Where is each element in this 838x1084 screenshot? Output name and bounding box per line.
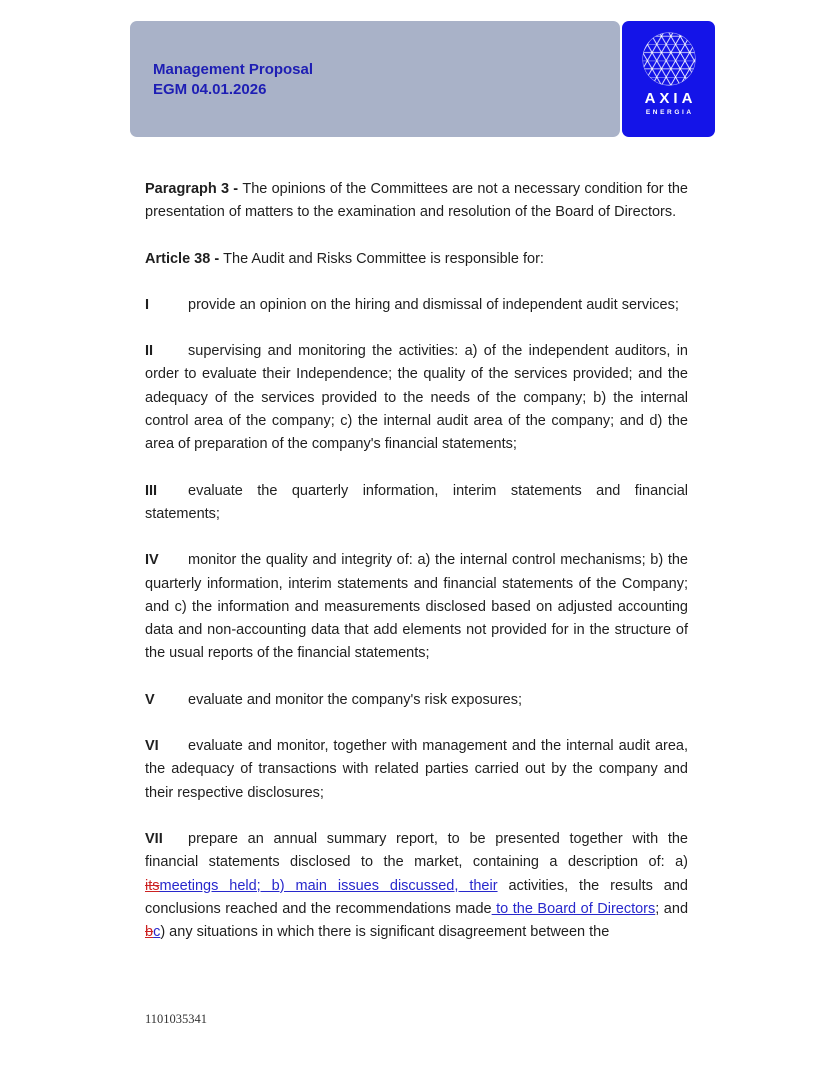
item-number: IV	[145, 552, 159, 569]
item-number: I	[145, 296, 150, 313]
numbered-item	[145, 828, 688, 944]
numbered-item: V evaluate and monitor the company's risk exposures;	[145, 689, 688, 712]
tracked-insertion: meetings held; b) main issues discussed, their	[159, 877, 498, 894]
item-number: II	[145, 343, 154, 360]
numbered-item: VI evaluate and monitor, together with management and the internal audit area, the adequacy of transactions with related parties carried out by the company and their respective disclosures;	[145, 735, 688, 805]
text-run: activities, the results and conclusions reached and the recommendations made	[145, 877, 688, 917]
item-number: VII	[145, 830, 163, 847]
header-banner	[130, 21, 620, 137]
item-number: VI	[145, 738, 159, 755]
tracked-insertion: to the Board of Directors	[491, 900, 656, 917]
labeled-paragraph: Article 38 - The Audit and Risks Committee is responsible for:	[145, 250, 544, 267]
numbered-item: II supervising and monitoring the activities: a) of the independent auditors, in order to evaluate their Independence; the quality of the services provided; and the adequacy of the services provided to the needs of the company; b) the internal control area of the company; c) the internal audit area of the company; and d) the area of preparation of the company's financial statements;	[145, 340, 688, 456]
labeled-paragraph: Paragraph 3 - The opinions of the Committees are not a necessary condition for the presentation of matters to the examination and resolution of the Board of Directors.	[145, 181, 688, 221]
company-logo	[622, 21, 715, 137]
item-number: V	[145, 691, 155, 708]
tracked-deletion: b	[145, 924, 154, 941]
numbered-item: IV monitor the quality and integrity of: a) the internal control mechanisms; b) the quarterly information, interim statements and financial statements of the Company; and c) the information and measurements disclosed based on adjusted accounting data and non-accounting data that add elements not provided for in the structure of the usual reports of the financial statements;	[145, 549, 688, 665]
logo-wordmark: AXIA	[644, 90, 697, 107]
paragraph-label: Paragraph 3 -	[145, 181, 243, 197]
item-number: III	[145, 482, 158, 499]
document-body	[145, 178, 688, 967]
logo-subtitle: ENERGIA	[645, 109, 694, 116]
text-run: ; and	[655, 900, 689, 917]
paragraph-label: Article 38 -	[145, 250, 224, 267]
tracked-deletion: its	[145, 877, 160, 894]
numbered-item: I provide an opinion on the hiring and dismissal of independent audit services;	[145, 294, 688, 317]
page-title-line1: Management Proposal	[153, 61, 314, 78]
text-run: ) any situations in which there is significant disagreement between the	[160, 924, 610, 941]
page-title	[153, 60, 313, 100]
page-title-line2: EGM 04.01.2026	[153, 81, 267, 98]
tracked-insertion: c	[153, 924, 161, 941]
geodesic-sphere-icon	[638, 28, 700, 90]
document-number: 1101035341	[145, 1012, 208, 1026]
text-run: prepare an annual summary report, to be presented together with the financial statements disclosed to the market, containing a description of: a)	[145, 830, 688, 871]
numbered-item: III evaluate the quarterly information, interim statements and financial statements;	[145, 480, 688, 527]
